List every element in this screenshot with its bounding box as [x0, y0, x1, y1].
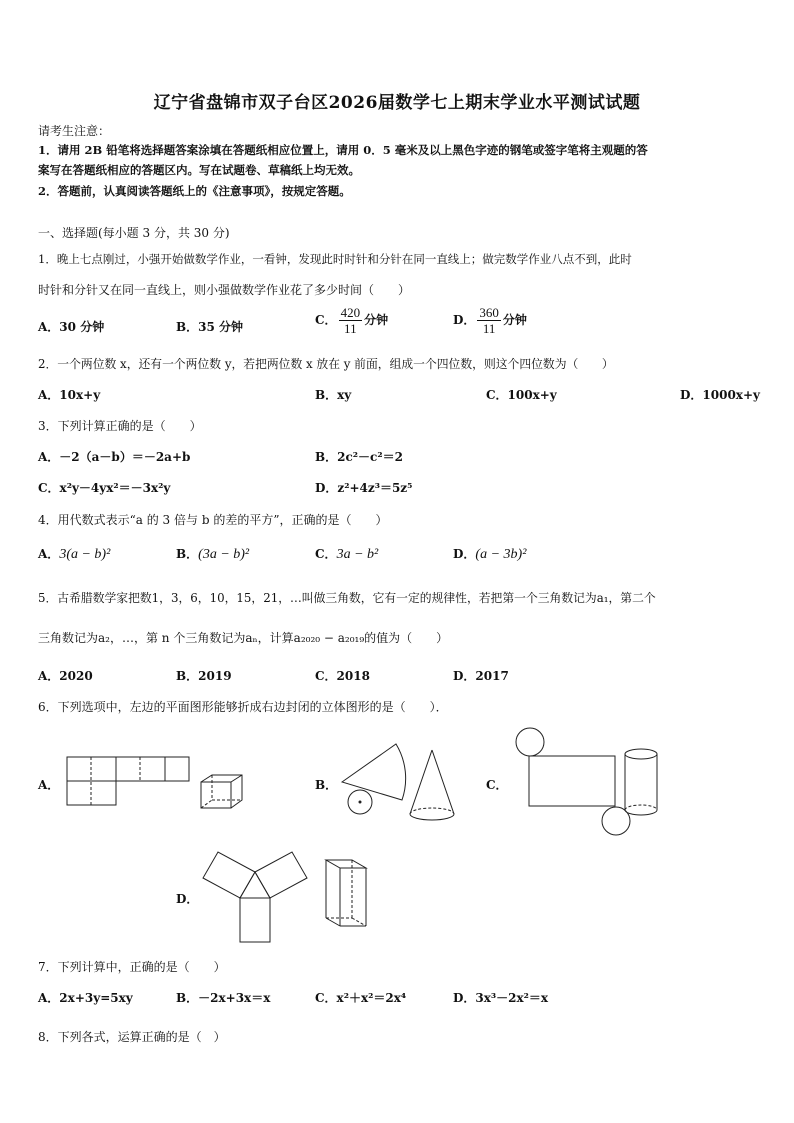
q1-option-c: C． $\frac{420}{11}$ 分钟	[315, 305, 389, 336]
q4-option-a: A．3(a − b)²	[38, 547, 111, 562]
q1-option-d-fraction: $\frac{360}{11}$	[479, 305, 499, 336]
q1-option-c-fraction: $\frac{420}{11}$	[340, 305, 361, 336]
q2-stem: 2．一个两位数 x，还有一个两位数 y，若把两位数 x 放在 y 前面，组成一个四位数，则这个四位数为（ ）	[38, 357, 614, 371]
notice-line-2: 2．答题前，认真阅读答题纸上的《注意事项》，按规定答题。	[38, 184, 351, 198]
q2-option-b: B．xy	[315, 388, 352, 402]
q1-option-d-label: D．	[453, 313, 476, 327]
q5-option-d: D．2017	[453, 669, 509, 683]
q1-stem-a: 1．晚上七点刚过，小强开始做数学作业，一看钟，发现此时时针和分针在同一直线上；做完数学作业八点不到，此时	[38, 252, 632, 266]
figure-d-prism	[322, 854, 372, 932]
q7-option-c: C．x²＋x²＝2x⁴	[315, 991, 407, 1005]
q1-option-c-label: C．	[315, 313, 337, 327]
figure-a-cube	[200, 774, 246, 810]
q2-option-d: D．1000x+y	[680, 388, 760, 402]
q3-option-a: A．－2（a－b）＝－2a+b	[38, 450, 191, 464]
q3-option-b: B．2c²－c²＝2	[315, 450, 403, 464]
q1-stem-b: 时针和分针又在同一直线上，则小强做数学作业花了多少时间（ ）	[38, 283, 411, 297]
q4-option-b: B．(3a − b)²	[176, 547, 250, 562]
q2-option-c: C．100x+y	[486, 388, 557, 402]
q7-option-d: D．3x³－2x²＝x	[453, 991, 549, 1005]
q4-stem: 4．用代数式表示“a 的 3 倍与 b 的差的平方”，正确的是（ ）	[38, 513, 388, 527]
figure-b-cone-net	[338, 740, 418, 816]
q6-option-b: B．	[315, 778, 338, 792]
notice-line-1b: 案写在答题纸相应的答题区内。写在试题卷、草稿纸上均无效。	[38, 163, 360, 177]
q4-option-d: D．(a − 3b)²	[453, 547, 527, 562]
q3-option-d: D．z²+4z³＝5z⁵	[315, 481, 413, 495]
q7-stem: 7．下列计算中，正确的是（ ）	[38, 960, 226, 974]
q7-option-a: A．2x+3y=5xy	[38, 991, 133, 1005]
section-heading: 一、选择题(每小题 3 分，共 30 分)	[38, 226, 230, 240]
q5-stem-a: 5．古希腊数学家把数1，3，6，10，15，21，…叫做三角数，它有一定的规律性，若把第一个三角数记为a₁，第二个	[38, 591, 656, 605]
q6-option-c: C．	[486, 778, 508, 792]
q3-option-c: C．x²y－4yx²＝－3x²y	[38, 481, 171, 495]
q4-option-c: C．3a − b²	[315, 547, 379, 562]
page-title: 辽宁省盘锦市双子台区2026届数学七上期末学业水平测试试题	[153, 93, 641, 113]
q5-option-c: C．2018	[315, 669, 370, 683]
q5-option-a: A．2020	[38, 669, 93, 683]
q5-option-b: B．2019	[176, 669, 232, 683]
q6-option-d: D．	[176, 892, 199, 906]
notice-heading: 请考生注意：	[38, 124, 111, 138]
figure-c-cylinder	[622, 746, 662, 822]
notice-line-1a: 1．请用 2B 铅笔将选择题答案涂填在答题纸相应位置上，请用 0．5 毫米及以上黑色字迹的钢笔或签字笔将主观题的答	[38, 143, 648, 157]
q5-stem-b: 三角数记为a₂，…，第 n 个三角数记为aₙ，计算a₂₀₂₀ − a₂₀₁₉的值为（ ）	[38, 631, 449, 645]
q8-stem: 8．下列各式，运算正确的是（ ）	[38, 1030, 226, 1044]
q1-option-a: A．30 分钟	[38, 320, 105, 334]
q6-option-a: A．	[38, 778, 60, 792]
figure-b-cone	[408, 748, 456, 824]
q1-option-d: D． $\frac{360}{11}$ 分钟	[453, 305, 527, 336]
figure-c-cylinder-net	[512, 726, 622, 838]
q7-option-b: B．－2x+3x＝x	[176, 991, 271, 1005]
q2-option-a: A．10x+y	[38, 388, 101, 402]
q1-option-b: B．35 分钟	[176, 320, 244, 334]
q3-stem: 3．下列计算正确的是（ ）	[38, 419, 202, 433]
figure-d-prism-net	[200, 848, 312, 944]
q6-stem: 6．下列选项中，左边的平面图形能够折成右边封闭的立体图形的是（ ）．	[38, 700, 448, 714]
